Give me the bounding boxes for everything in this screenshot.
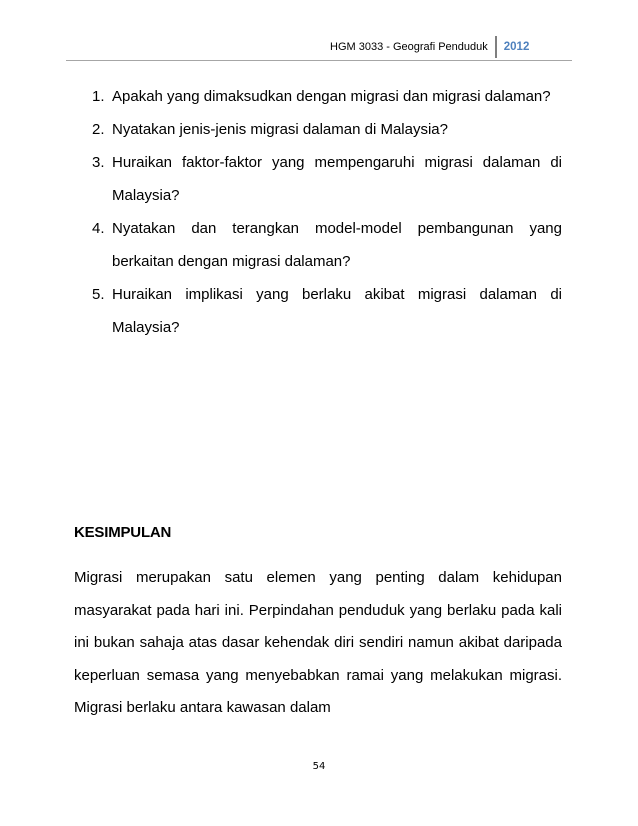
question-number: 1. [92, 88, 105, 105]
question-text: Nyatakan jenis-jenis migrasi dalaman di Malaysia? [112, 121, 448, 138]
page-header [330, 36, 529, 58]
section-heading: KESIMPULAN [74, 524, 172, 541]
header-year: 2012 [503, 41, 530, 53]
header-course-title: HGM 3033 - Geografi Penduduk [330, 41, 488, 53]
question-item [92, 113, 562, 146]
question-text: Huraikan faktor-faktor yang mempengaruhi migrasi dalaman di Malaysia? [112, 154, 562, 204]
question-list [92, 80, 562, 344]
question-text: Huraikan implikasi yang berlaku akibat migrasi dalaman di Malaysia? [112, 286, 562, 336]
question-number: 2. [92, 121, 105, 138]
question-item [92, 80, 562, 113]
question-text: Apakah yang dimaksudkan dengan migrasi dan migrasi dalaman? [112, 88, 551, 105]
question-item [92, 212, 562, 278]
question-text: Nyatakan dan terangkan model-model pembangunan yang berkaitan dengan migrasi dalaman? [112, 220, 562, 270]
page-number: 54 [312, 761, 326, 772]
conclusion-paragraph: Migrasi merupakan satu elemen yang penting dalam kehidupan masyarakat pada hari ini. Perpindahan penduduk yang berlaku pada kali ini bukan sahaja atas dasar kehendak diri sendiri namun akibat daripada keperluan semasa yang menyebabkan ramai yang melakukan migrasi. Migrasi berlaku antara kawasan dalam [74, 569, 562, 717]
question-item [92, 278, 562, 344]
question-item [92, 146, 562, 212]
question-number: 5. [92, 286, 105, 303]
question-number: 4. [92, 220, 105, 237]
question-number: 3. [92, 154, 105, 171]
header-rule [66, 60, 572, 61]
